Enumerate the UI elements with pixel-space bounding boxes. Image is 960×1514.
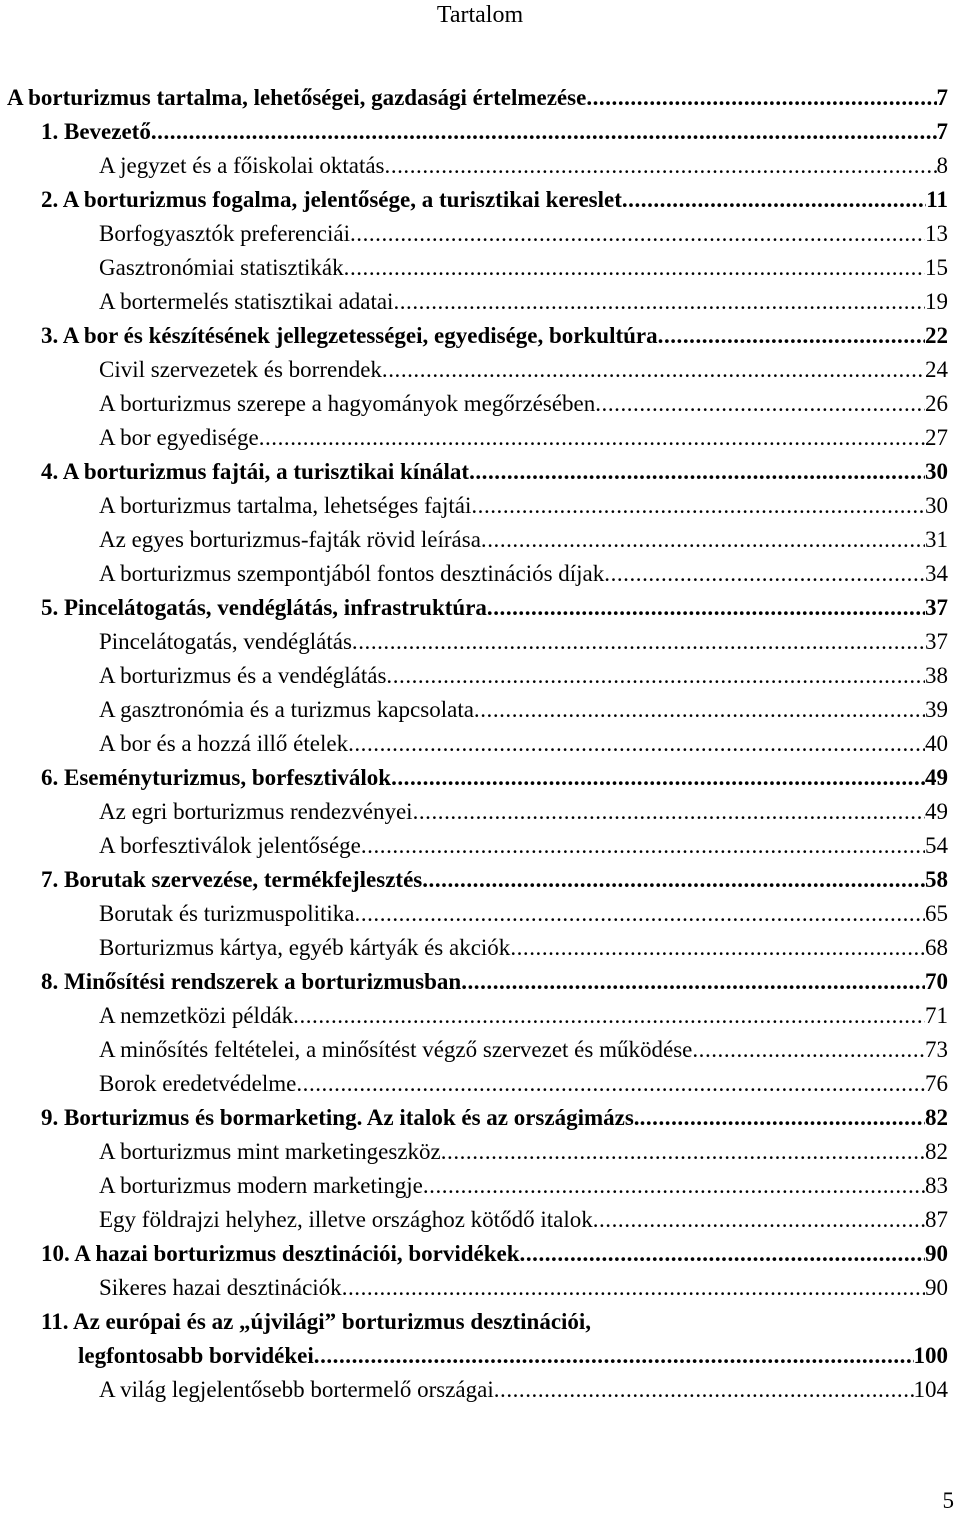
toc-entry[interactable]: [0, 523, 960, 557]
toc-entry-title: A borturizmus és a vendéglátás: [99, 663, 387, 688]
toc-entry[interactable]: [0, 727, 960, 761]
toc-entry-page: 65: [925, 901, 948, 926]
toc-entry[interactable]: [0, 183, 960, 217]
toc-dot-leader: [658, 319, 925, 353]
toc-dot-leader: [151, 115, 937, 149]
toc-entry-title: A borturizmus modern marketingje: [99, 1173, 423, 1198]
toc-entry-title: 10. A hazai borturizmus desztinációi, borvidékek: [41, 1241, 520, 1266]
toc-entry-page: 58: [925, 867, 948, 892]
toc-entry[interactable]: [0, 1101, 960, 1135]
toc-dot-leader: [382, 353, 925, 387]
toc-entry-title: 8. Minősítési rendszerek a borturizmusban: [41, 969, 462, 994]
toc-dot-leader: [640, 1101, 925, 1135]
toc-entry[interactable]: [0, 1271, 960, 1305]
toc-entry-title: 11. Az európai és az „újvilági” borturizmus desztinációi,: [41, 1309, 592, 1334]
toc-dot-leader: [314, 1339, 914, 1373]
toc-entry-title: A bortermelés statisztikai adatai: [99, 289, 394, 314]
toc-entry-page: 68: [925, 935, 948, 960]
toc-entry[interactable]: [0, 1305, 960, 1339]
toc-entry-page: 30: [925, 493, 948, 518]
toc-dot-leader: [481, 523, 925, 557]
toc-dot-leader: [593, 1203, 925, 1237]
toc-dot-leader: [344, 251, 925, 285]
toc-entry-title: A gasztronómia és a turizmus kapcsolata: [99, 697, 474, 722]
toc-entry-page: 82: [925, 1105, 948, 1130]
toc-entry[interactable]: [0, 251, 960, 285]
toc-entry-title: A borturizmus szerepe a hagyományok megőrzésében: [99, 391, 596, 416]
toc-entry-page: 104: [913, 1377, 948, 1402]
toc-dot-leader: [692, 1033, 925, 1067]
toc-entry-title: Pincelátogatás, vendéglátás: [99, 629, 352, 654]
toc-entry-title: A bor egyedisége: [99, 425, 259, 450]
toc-entry[interactable]: [0, 795, 960, 829]
toc-entry-page: 83: [925, 1173, 948, 1198]
toc-entry-page: 26: [925, 391, 948, 416]
toc-dot-leader: [348, 727, 925, 761]
table-of-contents: [0, 81, 960, 1407]
toc-dot-leader: [385, 149, 937, 183]
toc-entry-title: Sikeres hazai desztinációk: [99, 1275, 342, 1300]
toc-entry-title: Borok eredetvédelme: [99, 1071, 297, 1096]
toc-entry-page: 100: [913, 1343, 948, 1368]
toc-dot-leader: [461, 965, 925, 999]
toc-entry-page: 7: [936, 119, 948, 144]
toc-entry-page: 40: [925, 731, 948, 756]
toc-entry-page: 13: [925, 221, 948, 246]
toc-entry-title: Borturizmus kártya, egyéb kártyák és akciók: [99, 935, 511, 960]
toc-entry[interactable]: [0, 353, 960, 387]
toc-dot-leader: [487, 591, 925, 625]
toc-entry[interactable]: [0, 217, 960, 251]
toc-entry-title: A borturizmus tartalma, lehetséges fajtái: [99, 493, 472, 518]
toc-entry[interactable]: [0, 965, 960, 999]
toc-entry-title: Borfogyasztók preferenciái: [99, 221, 350, 246]
toc-dot-leader: [293, 999, 925, 1033]
toc-entry-page: 71: [925, 1003, 948, 1028]
toc-entry[interactable]: [0, 863, 960, 897]
toc-dot-leader: [510, 931, 925, 965]
toc-entry-title: A bor és a hozzá illő ételek: [99, 731, 349, 756]
toc-entry-page: 49: [925, 799, 948, 824]
toc-entry-page: 30: [925, 459, 948, 484]
toc-entry-title: 5. Pincelátogatás, vendéglátás, infrastruktúra: [41, 595, 487, 620]
toc-entry-page: 37: [925, 629, 948, 654]
toc-entry[interactable]: [0, 115, 960, 149]
toc-dot-leader: [471, 489, 925, 523]
toc-entry[interactable]: [0, 897, 960, 931]
page-title: Tartalom: [436, 2, 524, 28]
toc-dot-leader: [342, 1271, 925, 1305]
toc-dot-leader: [352, 625, 925, 659]
toc-entry-page: 87: [925, 1207, 948, 1232]
toc-entry-page: 38: [925, 663, 948, 688]
toc-entry-title: 4. A borturizmus fajtái, a turisztikai kínálat: [41, 459, 470, 484]
toc-entry-page: 24: [925, 357, 948, 382]
toc-dot-leader: [595, 387, 925, 421]
toc-dot-leader: [494, 1373, 914, 1407]
toc-entry[interactable]: [0, 421, 960, 455]
toc-entry-title: A világ legjelentősebb bortermelő országai: [99, 1377, 494, 1402]
toc-entry-title: 6. Eseményturizmus, borfesztiválok: [41, 765, 392, 790]
toc-entry[interactable]: [0, 761, 960, 795]
toc-entry-page: 8: [936, 153, 948, 178]
toc-dot-leader: [423, 1169, 925, 1203]
toc-entry-title: 2. A borturizmus fogalma, jelentősége, a turisztikai kereslet: [41, 187, 622, 212]
toc-entry-title: Gasztronómiai statisztikák: [99, 255, 344, 280]
toc-entry[interactable]: [0, 387, 960, 421]
toc-entry[interactable]: [0, 931, 960, 965]
toc-entry[interactable]: [0, 591, 960, 625]
toc-entry[interactable]: [0, 829, 960, 863]
toc-entry-page: 11: [926, 187, 948, 212]
toc-entry-title: legfontosabb borvidékei: [78, 1343, 314, 1368]
toc-dot-leader: [413, 795, 925, 829]
toc-dot-leader: [355, 897, 925, 931]
toc-entry[interactable]: [0, 319, 960, 353]
toc-dot-leader: [469, 455, 925, 489]
toc-dot-leader: [393, 285, 925, 319]
toc-entry-page: 90: [925, 1275, 948, 1300]
toc-dot-leader: [422, 863, 925, 897]
toc-entry-page: 15: [925, 255, 948, 280]
toc-entry-title: A borturizmus mint marketingeszköz: [99, 1139, 441, 1164]
toc-entry-title: 1. Bevezető: [41, 119, 151, 144]
toc-entry[interactable]: [0, 557, 960, 591]
toc-dot-leader: [296, 1067, 925, 1101]
page-number: 5: [942, 1488, 954, 1513]
toc-entry-page: 39: [925, 697, 948, 722]
toc-entry-title: A borturizmus tartalma, lehetőségei, gazdasági értelmezése: [7, 85, 587, 110]
toc-entry-title: Az egyes borturizmus-fajták rövid leírása: [99, 527, 481, 552]
toc-entry[interactable]: [0, 1169, 960, 1203]
toc-dot-leader: [361, 829, 925, 863]
toc-entry[interactable]: [0, 659, 960, 693]
toc-dot-leader: [259, 421, 925, 455]
toc-entry-title: 9. Borturizmus és bormarketing. Az italok és az országimázs.: [41, 1105, 640, 1130]
toc-entry-page: 34: [925, 561, 948, 586]
toc-entry[interactable]: [0, 455, 960, 489]
toc-dot-leader: [386, 659, 925, 693]
toc-entry-page: 82: [925, 1139, 948, 1164]
toc-entry-page: 22: [925, 323, 948, 348]
toc-entry[interactable]: [0, 149, 960, 183]
toc-entry-title: A borfesztiválok jelentősége: [99, 833, 361, 858]
toc-entry[interactable]: [0, 693, 960, 727]
toc-entry-page: 90: [925, 1241, 948, 1266]
toc-entry[interactable]: [0, 1033, 960, 1067]
toc-entry[interactable]: [0, 81, 960, 115]
toc-dot-leader: [586, 81, 936, 115]
toc-entry-title: 7. Borutak szervezése, termékfejlesztés: [41, 867, 423, 892]
toc-entry[interactable]: [0, 489, 960, 523]
toc-entry-page: 54: [925, 833, 948, 858]
toc-dot-leader: [441, 1135, 925, 1169]
toc-dot-leader: [520, 1237, 925, 1271]
toc-dot-leader: [350, 217, 925, 251]
toc-entry-title: Az egri borturizmus rendezvényei: [99, 799, 413, 824]
toc-entry-title: A minősítés feltételei, a minősítést végző szervezet és működése: [99, 1037, 693, 1062]
toc-entry[interactable]: [0, 1135, 960, 1169]
toc-dot-leader: [474, 693, 925, 727]
toc-entry-page: 76: [925, 1071, 948, 1096]
toc-entry-title: Borutak és turizmuspolitika: [99, 901, 355, 926]
toc-entry[interactable]: [0, 1237, 960, 1271]
toc-entry[interactable]: [0, 999, 960, 1033]
toc-entry-page: 31: [925, 527, 948, 552]
toc-entry-title: Egy földrajzi helyhez, illetve országhoz kötődő italok: [99, 1207, 593, 1232]
toc-entry[interactable]: [0, 1373, 960, 1407]
toc-entry-title: A borturizmus szempontjából fontos desztinációs díjak: [99, 561, 605, 586]
toc-dot-leader: [391, 761, 925, 795]
toc-entry-page: 37: [925, 595, 948, 620]
toc-entry-page: 73: [925, 1037, 948, 1062]
toc-entry-title: A nemzetközi példák: [99, 1003, 294, 1028]
toc-entry-page: 7: [936, 85, 948, 110]
toc-entry-page: 70: [925, 969, 948, 994]
toc-entry[interactable]: [0, 1067, 960, 1101]
toc-entry-page: 49: [925, 765, 948, 790]
toc-dot-leader: [604, 557, 925, 591]
toc-entry[interactable]: [0, 285, 960, 319]
toc-entry[interactable]: [0, 1203, 960, 1237]
toc-entry-title: Civil szervezetek és borrendek: [99, 357, 382, 382]
toc-entry[interactable]: [0, 1339, 960, 1373]
toc-entry-page: 19: [925, 289, 948, 314]
toc-dot-leader: [622, 183, 926, 217]
toc-entry[interactable]: [0, 625, 960, 659]
toc-entry-title: A jegyzet és a főiskolai oktatás: [99, 153, 385, 178]
toc-entry-page: 27: [925, 425, 948, 450]
toc-entry-title: 3. A bor és készítésének jellegzetességei, egyedisége, borkultúra: [41, 323, 658, 348]
